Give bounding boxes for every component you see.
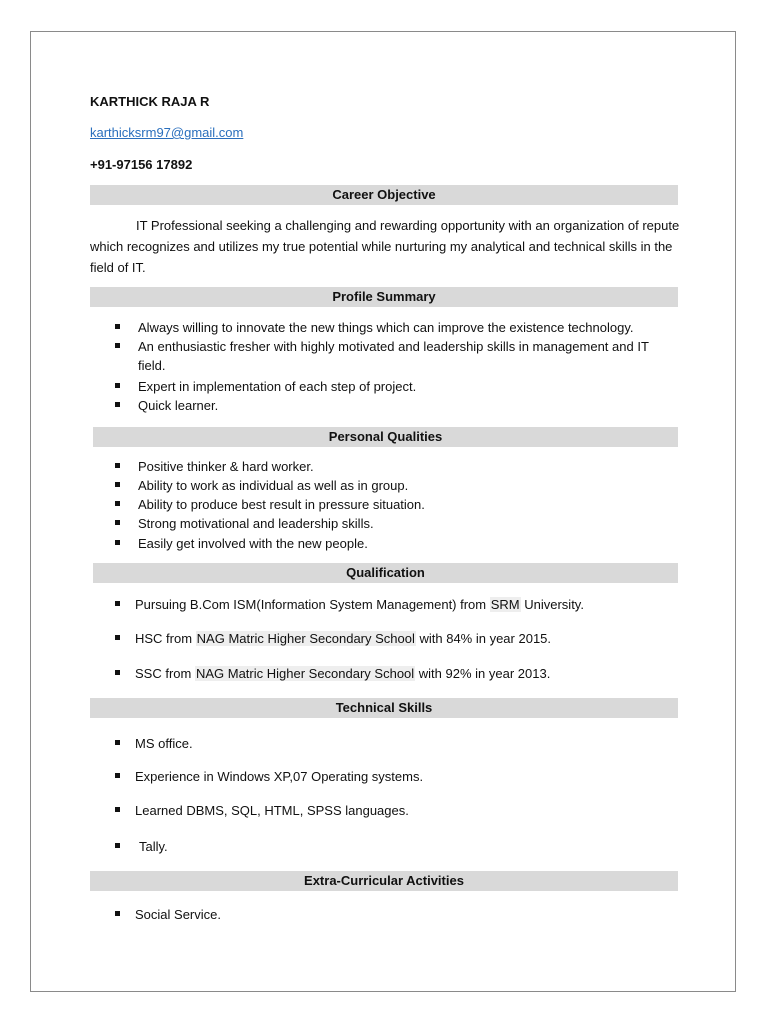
list-item bbox=[138, 476, 678, 495]
list-item bbox=[135, 767, 678, 786]
institution-name: SRM bbox=[490, 597, 520, 612]
list-item-text: HSC from bbox=[135, 631, 196, 646]
list-item bbox=[138, 377, 678, 396]
bullet-marker bbox=[115, 324, 120, 329]
bullet-marker bbox=[115, 482, 120, 487]
list-item-text: Positive thinker & hard worker. bbox=[138, 459, 314, 474]
list-item bbox=[138, 495, 678, 514]
email-link[interactable]: karthicksrm97@gmail.com bbox=[90, 125, 244, 140]
section-heading-extra-curricular: Extra-Curricular Activities bbox=[90, 871, 678, 891]
section-heading-qualification: Qualification bbox=[93, 563, 678, 583]
bullet-marker bbox=[115, 343, 120, 348]
list-item-text: SSC from bbox=[135, 666, 195, 681]
list-item-text: with 92% in year 2013. bbox=[415, 666, 551, 681]
list-item-text: MS office. bbox=[135, 736, 193, 751]
bullet-marker bbox=[115, 601, 120, 606]
bullet-marker bbox=[115, 807, 120, 812]
list-item bbox=[135, 595, 678, 614]
list-item-text: Experience in Windows XP,07 Operating systems. bbox=[135, 769, 424, 784]
list-item-text: An enthusiastic fresher with highly motivated and leadership skills in management and IT field. bbox=[138, 339, 649, 373]
list-item bbox=[138, 457, 678, 476]
list-item-text: University. bbox=[520, 597, 584, 612]
bullet-marker bbox=[115, 383, 120, 388]
bullet-marker bbox=[115, 635, 120, 640]
section-heading-profile-summary: Profile Summary bbox=[90, 287, 678, 307]
career-objective-text bbox=[90, 215, 680, 278]
list-item-text: Tally. bbox=[139, 839, 168, 854]
list-item-text: Pursuing B.Com ISM(Information System Management) from bbox=[135, 597, 490, 612]
bullet-marker bbox=[115, 911, 120, 916]
bullet-marker bbox=[115, 773, 120, 778]
bullet-marker bbox=[115, 463, 120, 468]
bullet-marker bbox=[115, 670, 120, 675]
section-heading-technical-skills: Technical Skills bbox=[90, 698, 678, 718]
list-item-text: Expert in implementation of each step of project. bbox=[138, 379, 417, 394]
list-item bbox=[138, 337, 678, 375]
bullet-marker bbox=[115, 520, 120, 525]
list-item bbox=[135, 664, 678, 683]
section-heading-career-objective: Career Objective bbox=[90, 185, 678, 205]
list-item bbox=[135, 801, 678, 820]
list-item-text: Strong motivational and leadership skills. bbox=[138, 516, 374, 531]
list-item-text: Easily get involved with the new people. bbox=[138, 536, 368, 551]
list-item bbox=[135, 905, 678, 924]
list-item bbox=[135, 629, 678, 648]
bullet-marker bbox=[115, 501, 120, 506]
list-item bbox=[138, 514, 678, 533]
bullet-marker bbox=[115, 740, 120, 745]
list-item-text: Learned DBMS, SQL, HTML, SPSS languages. bbox=[135, 803, 409, 818]
list-item bbox=[135, 734, 678, 753]
section-heading-personal-qualities: Personal Qualities bbox=[93, 427, 678, 447]
phone-number: +91-97156 17892 bbox=[90, 157, 193, 172]
candidate-name: KARTHICK RAJA R bbox=[90, 94, 210, 109]
list-item bbox=[138, 318, 678, 337]
bullet-marker bbox=[115, 843, 120, 848]
list-item-text: Always willing to innovate the new things which can improve the existence technology. bbox=[138, 320, 634, 335]
bullet-marker bbox=[115, 540, 120, 545]
career-objective-body: IT Professional seeking a challenging and rewarding opportunity with an organization of repute which recognizes and utilizes my true potential while nurturing my analytical and technical skills in the field of IT. bbox=[90, 218, 680, 275]
list-item-text: Ability to produce best result in pressure situation. bbox=[138, 497, 425, 512]
list-item bbox=[138, 396, 678, 415]
list-item-text: Quick learner. bbox=[138, 398, 219, 413]
list-item bbox=[139, 837, 678, 856]
list-item-text: Social Service. bbox=[135, 907, 221, 922]
institution-name: NAG Matric Higher Secondary School bbox=[196, 631, 415, 646]
list-item-text: with 84% in year 2015. bbox=[415, 631, 552, 646]
list-item bbox=[138, 534, 678, 553]
list-item-text: Ability to work as individual as well as in group. bbox=[138, 478, 409, 493]
institution-name: NAG Matric Higher Secondary School bbox=[195, 666, 415, 681]
bullet-marker bbox=[115, 402, 120, 407]
